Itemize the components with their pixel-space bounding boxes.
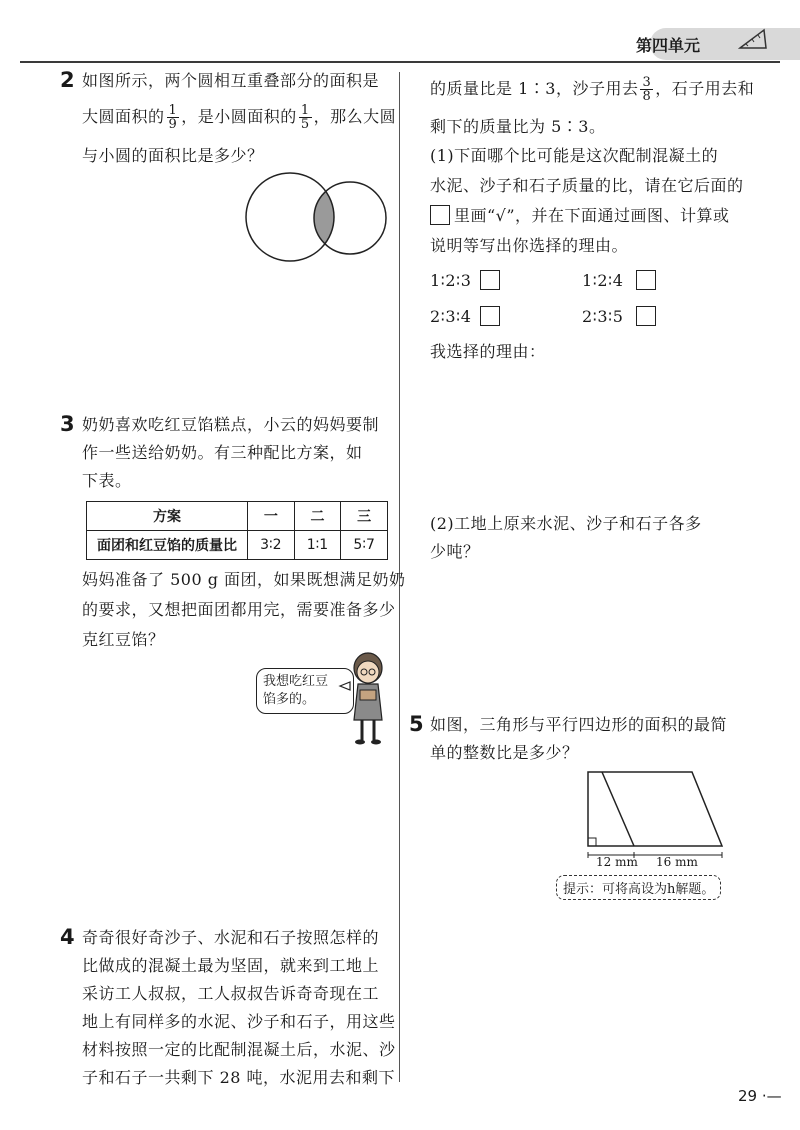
option-4-checkbox[interactable]: [636, 306, 656, 326]
q4-part2-line-1: (2)工地上原来水泥、沙子和石子各多: [430, 514, 702, 533]
q4-part1-line-3: 里画“√”，并在下面通过画图、计算或: [454, 206, 730, 225]
option-2-checkbox[interactable]: [636, 270, 656, 290]
option-2-label: 1∶2∶4: [582, 271, 624, 290]
q4-part1-line-2: 水泥、沙子和石子质量的比，请在它后面的: [430, 176, 744, 195]
table-header-1: 一: [248, 502, 295, 531]
fraction-1-9: $\frac{1}{9}$: [168, 103, 178, 132]
reason-label: 我选择的理由：: [430, 342, 546, 361]
q4-line-3: 采访工人叔叔，工人叔叔告诉奇奇现在工: [82, 984, 380, 1003]
table-row-label: 面团和红豆馅的质量比: [87, 531, 248, 560]
dimension-12mm: 12 mm: [596, 855, 638, 869]
bubble-line-2: 馅多的。: [263, 692, 316, 707]
q4-part2-line-2: 少吨？: [430, 542, 480, 561]
q4cont-line-1: [430, 76, 754, 103]
q2-text-c: ，那么大圆: [313, 107, 397, 126]
q3-line-5: 的要求，又想把面团都用完，需要准备多少: [82, 600, 396, 619]
q4cont-line-2: 剩下的质量比为 5∶3。: [430, 117, 606, 136]
grandma-illustration: [338, 650, 394, 746]
q4-line-1: 奇奇很好奇沙子、水泥和石子按照怎样的: [82, 928, 380, 947]
option-4-label: 2∶3∶5: [582, 307, 624, 326]
q4-line-6: 子和石子一共剩下 28 吨，水泥用去和剩下: [82, 1068, 396, 1087]
option-1-checkbox[interactable]: [480, 270, 500, 290]
q3-line-2: 作一些送给奶奶。有三种配比方案，如: [82, 443, 363, 462]
q3-line-1: 奶奶喜欢吃红豆馅糕点，小云的妈妈要制: [82, 415, 380, 434]
q3-line-4: 妈妈准备了 500 g 面团，如果既想满足奶奶: [82, 570, 406, 589]
question-number-4: 4: [60, 925, 75, 949]
q2-text-a: 大圆面积的: [82, 107, 165, 126]
q4-line-5: 材料按照一定的比配制混凝土后，水泥、沙: [82, 1040, 396, 1059]
q3-line-6: 克红豆馅？: [82, 630, 165, 649]
ruler-icon: [738, 26, 768, 52]
bubble-line-1: 我想吃红豆: [263, 674, 329, 689]
q2-text-b: ，是小圆面积的: [181, 107, 297, 126]
q4-part1-line-1: (1)下面哪个比可能是这次配制混凝土的: [430, 146, 719, 165]
header-rule: [20, 61, 780, 63]
table-cell-3: 5∶7: [341, 531, 388, 560]
q3-line-3: 下表。: [82, 471, 132, 490]
option-1-label: 1∶2∶3: [430, 271, 472, 290]
fraction-1-5: $\frac{1}{5}$: [300, 103, 310, 132]
q2-line-3: 与小圆的面积比是多少？: [82, 146, 264, 165]
unit-title: 第四单元: [636, 36, 701, 55]
q5-line-2: 单的整数比是多少？: [430, 743, 579, 762]
table-header-3: 三: [341, 502, 388, 531]
table-header-scheme: 方案: [87, 502, 248, 531]
q2-line-1: 如图所示，两个圆相互重叠部分的面积是: [82, 71, 380, 90]
table-cell-2: 1∶1: [294, 531, 341, 560]
question-number-5: 5: [409, 712, 424, 736]
q5-line-1: 如图，三角形与平行四边形的面积的最简: [430, 715, 728, 734]
question-number-2: 2: [60, 68, 75, 92]
dimension-16mm: 16 mm: [656, 855, 698, 869]
parallelogram-triangle-figure: [572, 766, 740, 866]
overlapping-circles-figure: [240, 170, 390, 262]
option-3-checkbox[interactable]: [480, 306, 500, 326]
q4-part1-line-4: 说明等写出你选择的理由。: [430, 236, 629, 255]
hint-box: 提示：可将高设为h解题。: [556, 875, 721, 900]
ratio-table: [86, 501, 388, 560]
page-number: 29 ·—: [738, 1087, 782, 1105]
question-number-3: 3: [60, 412, 75, 436]
table-header-2: 二: [294, 502, 341, 531]
q4-line-2: 比做成的混凝土最为坚固，就来到工地上: [82, 956, 380, 975]
q2-line-2: [82, 104, 396, 131]
q4-line-4: 地上有同样多的水泥、沙子和石子，用这些: [82, 1012, 396, 1031]
example-check-box: [430, 205, 450, 225]
option-3-label: 2∶3∶4: [430, 307, 472, 326]
fraction-3-8: $\frac{3}{8}$: [642, 75, 652, 104]
q4cont-text-b: ，石子用去和: [655, 79, 755, 98]
table-cell-1: 3∶2: [248, 531, 295, 560]
q4cont-text-a: 的质量比是 1∶3，沙子用去: [430, 79, 639, 98]
